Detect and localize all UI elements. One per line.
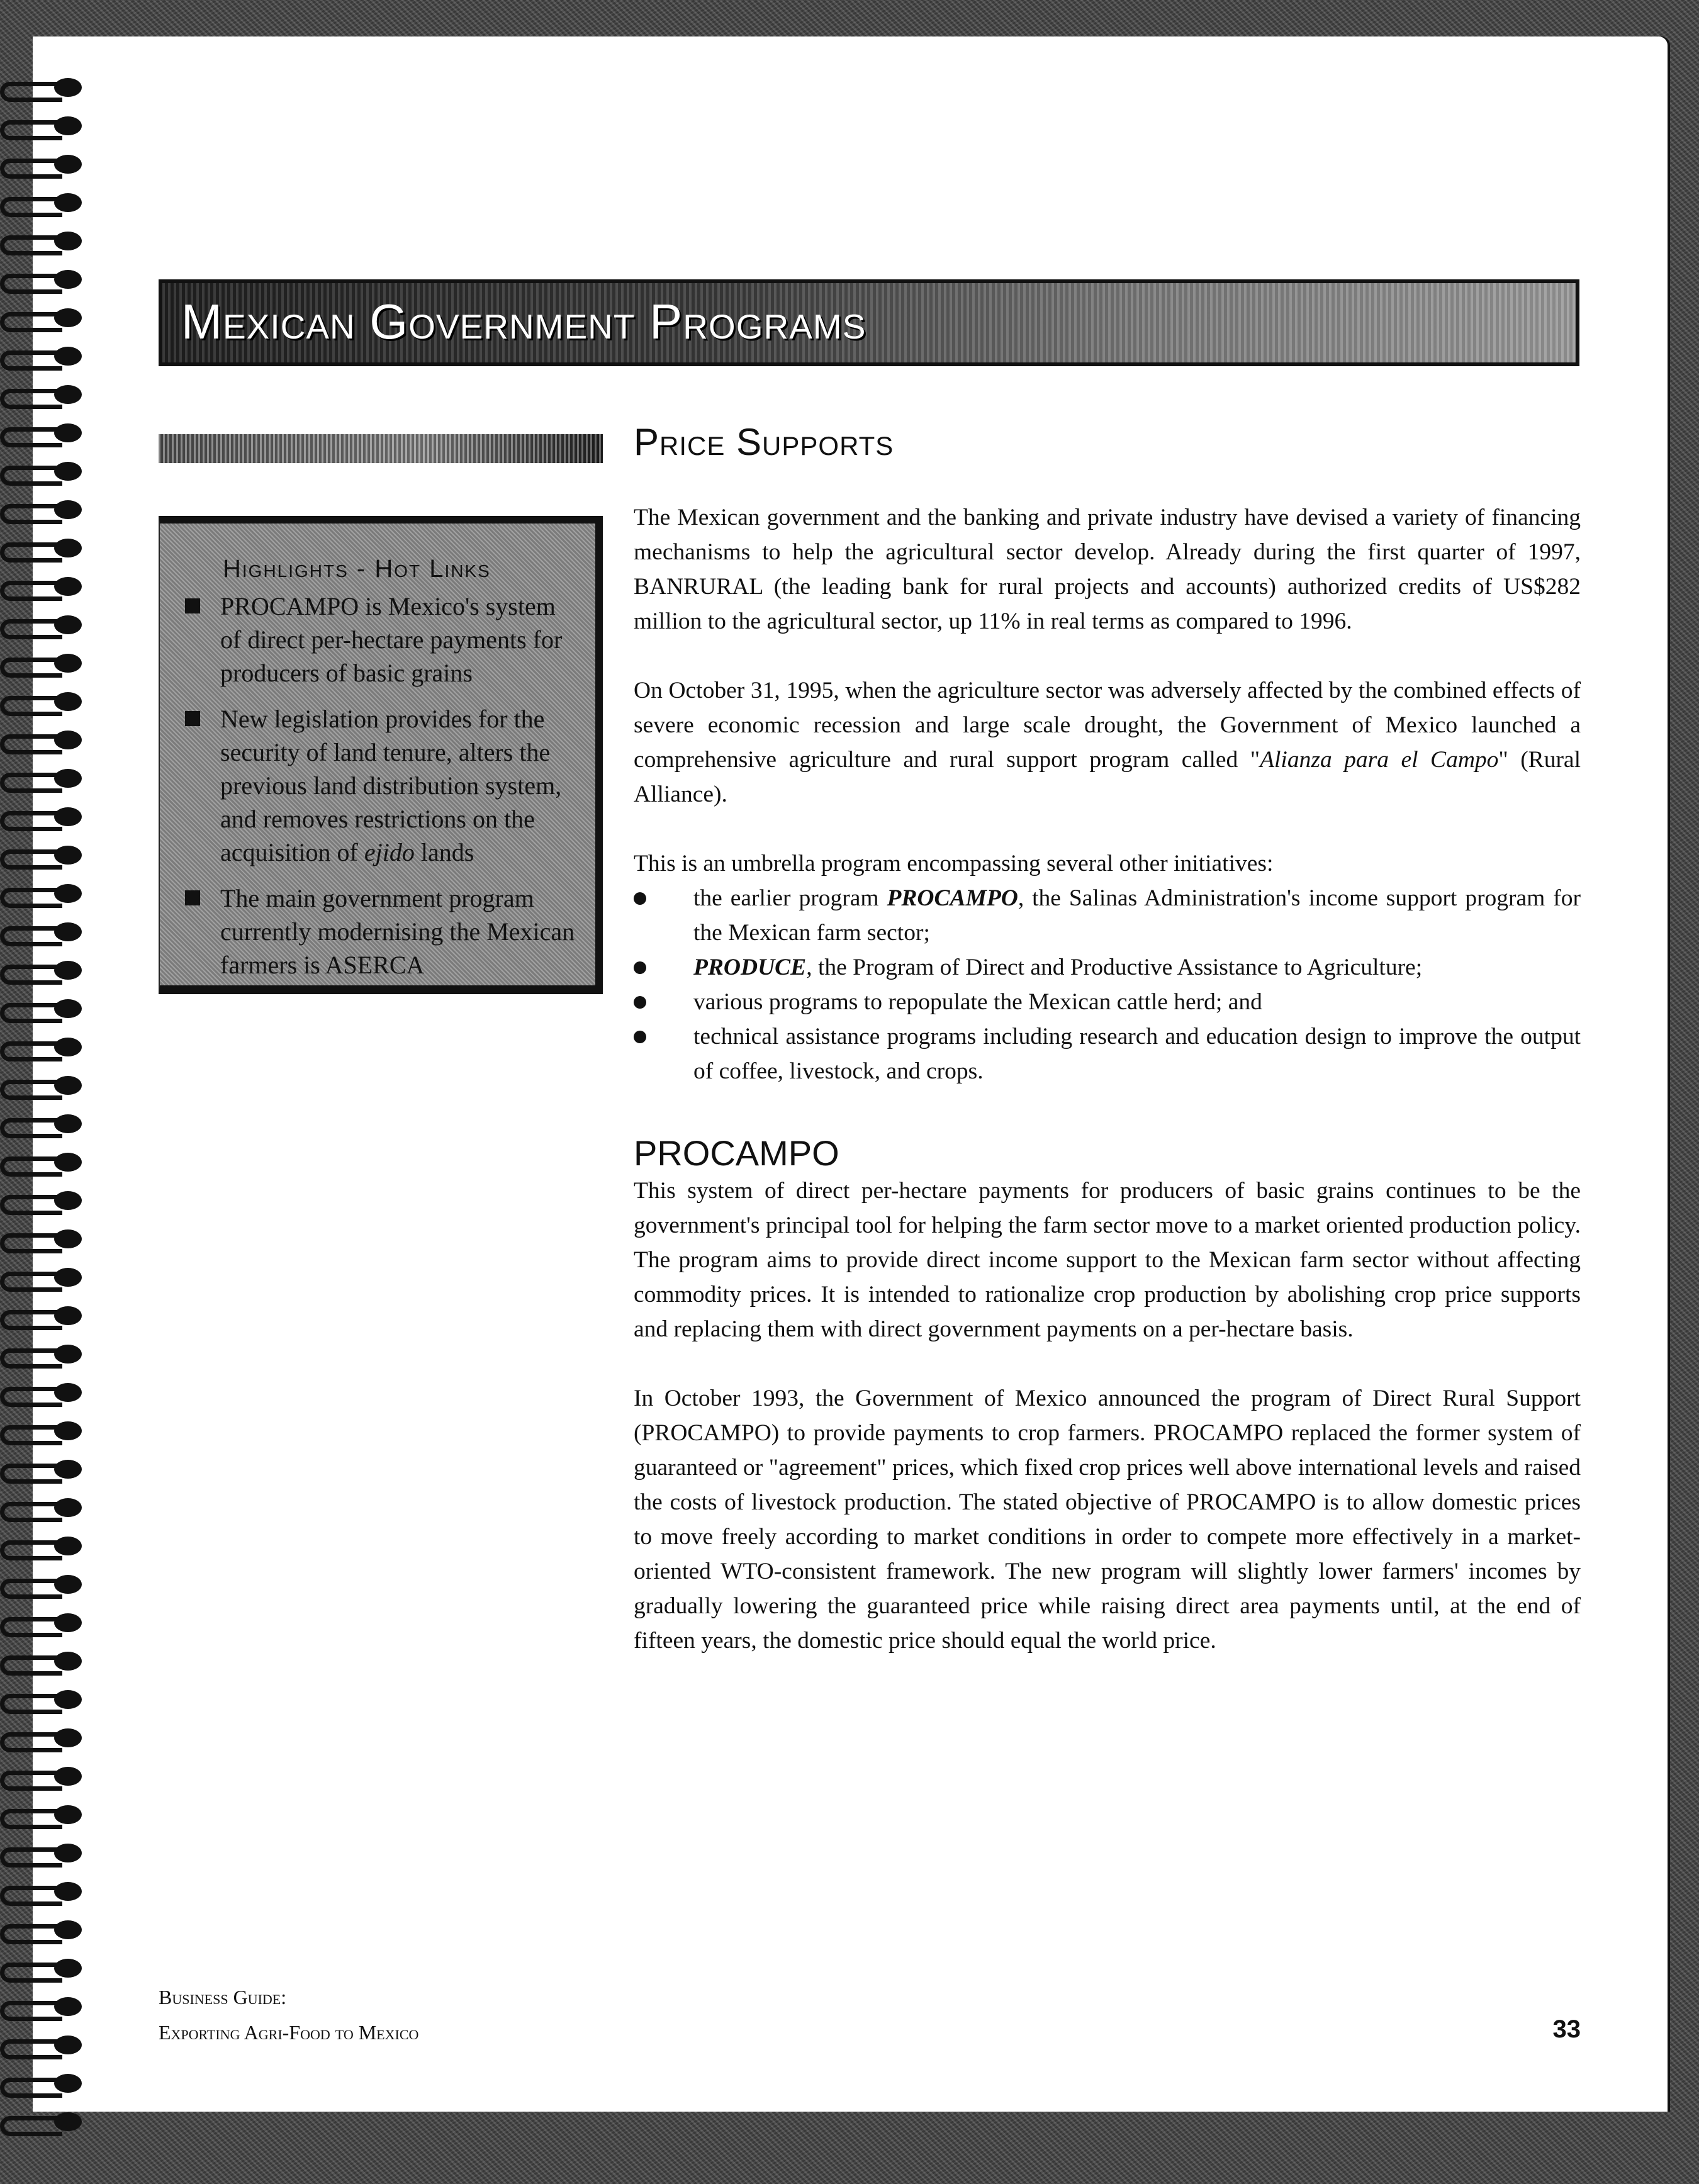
binding-ring — [0, 421, 88, 446]
sidebar-decorative-bar — [159, 434, 603, 463]
binding-ring — [0, 191, 88, 216]
program-name: Alianza para el Campo — [1260, 747, 1499, 773]
binding-ring — [0, 536, 88, 561]
binding-ring — [0, 76, 88, 101]
binding-ring — [0, 1688, 88, 1713]
footer-line: Business Guide: — [159, 1986, 287, 2008]
binding-ring — [0, 344, 88, 369]
binding-ring — [0, 1189, 88, 1214]
binding-ring — [0, 1764, 88, 1789]
square-bullet-icon — [185, 890, 200, 905]
binding-ring — [0, 574, 88, 600]
binding-ring — [0, 1995, 88, 2020]
binding-ring — [0, 1419, 88, 1444]
binding-ring — [0, 766, 88, 792]
binding-ring — [0, 1649, 88, 1674]
highlight-text: PROCAMPO is Mexico's system of direct per-hectare payments for producers of basic grains — [220, 592, 563, 687]
page-number: 33 — [1552, 2015, 1581, 2043]
binding-ring — [0, 690, 88, 715]
paragraph-text: On October 31, 1995, when the agriculture sector was adversely affected by the combined effects of severe economic recession and large scale drought, the Government of Mexico launched a comprehensive agriculture and rural support program called " — [634, 678, 1581, 773]
bullet-icon — [634, 961, 646, 974]
chapter-banner — [159, 279, 1579, 366]
alianza-paragraph — [634, 673, 1581, 812]
binding-ring — [0, 2110, 88, 2135]
highlight-text: The main government program currently modernising the Mexican farmers is ASERCA — [220, 884, 575, 979]
footer-line: Exporting Agri-Food to Mexico — [159, 2021, 419, 2044]
list-item: various programs to repopulate the Mexican cattle herd; and — [634, 985, 1581, 1019]
binding-ring — [0, 1035, 88, 1060]
list-item: technical assistance programs including research and education design to improve the output of coffee, livestock, and crops. — [634, 1019, 1581, 1089]
binding-ring — [0, 1073, 88, 1099]
price-supports-heading: Price Supports — [634, 421, 894, 463]
binding-ring — [0, 1879, 88, 1905]
binding-ring — [0, 306, 88, 331]
price-supports-paragraph: The Mexican government and the banking and private industry have devised a variety of financing mechanisms to help the agricultural sector develop. Already during the first quarter of 1997, BANRURAL (the leading bank for rural projects and accounts) authorized credits of US$282 million to the agricultural sector, up 11% in real terms as compared to 1996. — [634, 505, 1581, 634]
binding-ring — [0, 651, 88, 676]
binding-ring — [0, 882, 88, 907]
square-bullet-icon — [185, 598, 200, 613]
binding-ring — [0, 843, 88, 868]
highlight-item — [182, 702, 583, 869]
program-name: PROCAMPO — [887, 885, 1018, 911]
binding-ring — [0, 267, 88, 293]
binding-ring — [0, 1342, 88, 1367]
binding-ring — [0, 2071, 88, 2097]
main-content — [634, 420, 1581, 1658]
procampo-history-paragraph: In October 1993, the Government of Mexico announced the program of Direct Rural Support (PROCAMPO) to provide payments to crop farmers. PROCAMPO replaced the former system of guaranteed or "agreement" prices, which fixed crop prices well above international levels and raised the costs of livestock production. The stated objective of PROCAMPO is to allow domestic prices to move freely according to market conditions in order to compete more effectively in a market-oriented WTO-consistent framework. The new program will slightly lower farmers' incomes by gradually lowering the guaranteed price while raising direct area payments until, at the end of fifteen years, the domestic price should equal the world price. — [634, 1386, 1581, 1654]
binding-ring — [0, 1534, 88, 1559]
binding-ring — [0, 1227, 88, 1252]
binding-ring — [0, 2033, 88, 2058]
binding-ring — [0, 1572, 88, 1598]
highlights-title: Highlights - Hot Links — [223, 555, 491, 583]
list-item: the earlier program PROCAMPO, the Salinas Administration's income support program for the Mexican farm sector; — [634, 881, 1581, 950]
bullet-icon — [634, 996, 646, 1009]
binding-ring — [0, 1150, 88, 1175]
footer-publication — [159, 1980, 418, 2050]
program-name: PRODUCE — [693, 955, 807, 980]
procampo-heading: PROCAMPO — [634, 1133, 839, 1173]
highlight-item — [182, 882, 583, 982]
highlights-box — [159, 516, 603, 994]
initiatives-list — [634, 881, 1581, 1089]
square-bullet-icon — [185, 711, 200, 726]
paragraph-text: " (Rural Alliance). — [634, 747, 1581, 807]
binding-ring — [0, 1611, 88, 1636]
binding-ring — [0, 1265, 88, 1291]
highlight-text: lands — [414, 838, 474, 866]
procampo-paragraph: This system of direct per-hectare payments for producers of basic grains continues to be the government's principal tool for helping the farm sector move to a market oriented production policy. The program aims to provide direct income support to the Mexican farm sector without affecting commodity prices. It is intended to rationalize crop production by abolishing crop price supports and replacing them with direct government payments on a per-hectare basis. — [634, 1178, 1581, 1342]
binding-ring — [0, 114, 88, 139]
binding-ring — [0, 498, 88, 523]
binding-ring — [0, 1112, 88, 1137]
bullet-icon — [634, 892, 646, 905]
bullet-icon — [634, 1031, 646, 1043]
binding-ring — [0, 1457, 88, 1482]
binding-ring — [0, 1918, 88, 1943]
binding-ring — [0, 997, 88, 1022]
spiral-binding — [0, 50, 94, 2152]
binding-ring — [0, 1304, 88, 1329]
binding-ring — [0, 1956, 88, 1981]
binding-ring — [0, 229, 88, 254]
umbrella-intro: This is an umbrella program encompassing several other initiatives: — [634, 851, 1274, 876]
highlight-text: New legislation provides for the security of land tenure, alters the previous land distribution system, and removes restrictions on the acquisition of — [220, 705, 562, 866]
binding-ring — [0, 1380, 88, 1406]
document-page — [33, 36, 1668, 2112]
binding-ring — [0, 613, 88, 638]
binding-ring — [0, 1803, 88, 1828]
binding-ring — [0, 459, 88, 484]
binding-ring — [0, 805, 88, 830]
binding-ring — [0, 152, 88, 177]
binding-ring — [0, 728, 88, 753]
binding-ring — [0, 1841, 88, 1866]
binding-ring — [0, 1726, 88, 1751]
list-item: PRODUCE, the Program of Direct and Productive Assistance to Agriculture; — [634, 950, 1581, 985]
binding-ring — [0, 958, 88, 983]
binding-ring — [0, 1496, 88, 1521]
chapter-title: Mexican Government Programs — [181, 294, 866, 349]
highlight-item — [182, 590, 583, 690]
highlight-emphasis: ejido — [364, 838, 415, 866]
binding-ring — [0, 920, 88, 945]
binding-ring — [0, 383, 88, 408]
